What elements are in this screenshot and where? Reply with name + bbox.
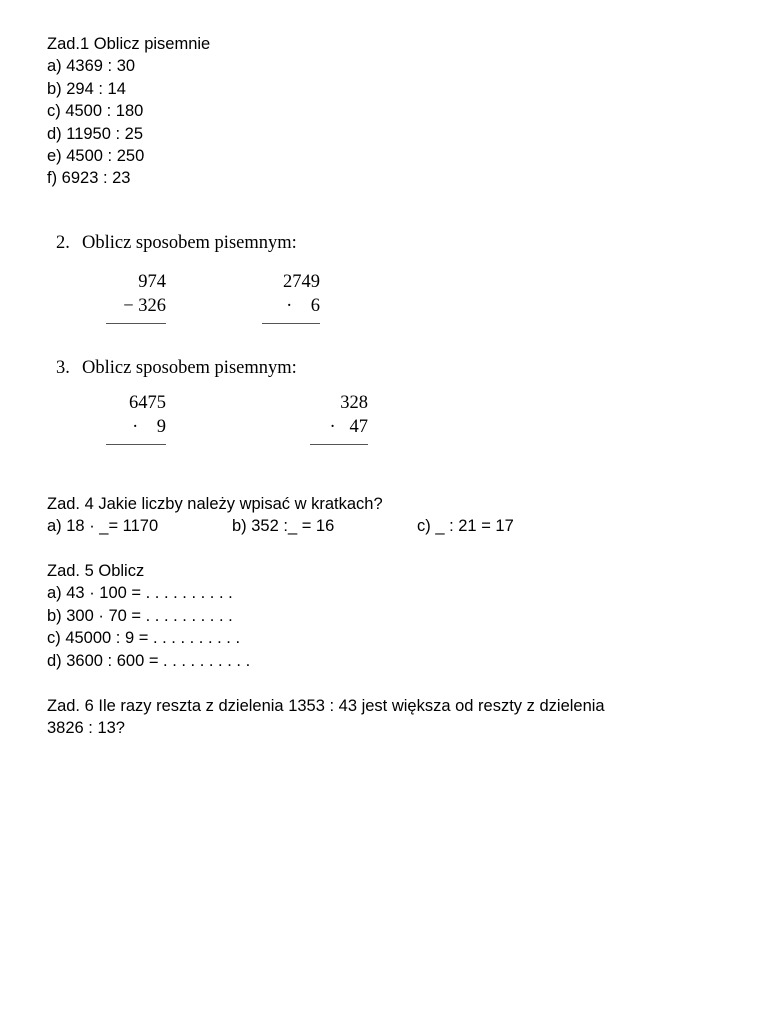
task-5 (47, 560, 250, 672)
task-5-item-a: a) 43 · 100 = . . . . . . . . . . (47, 584, 233, 603)
task-2-op2-top: 2749 (283, 272, 320, 292)
task-2-title: Oblicz sposobem pisemnym: (82, 233, 297, 253)
task-1-title: Zad.1 Oblicz pisemnie (47, 35, 211, 53)
task-2-op2-rule (262, 323, 320, 324)
task-2-op1-rule (106, 323, 166, 324)
task-1-item-a: a) 4369 : 30 (47, 57, 136, 76)
task-1-item-f: f) 6923 : 23 (47, 169, 131, 188)
task-2-heading (56, 233, 297, 254)
task-3-op2-bottom: · 47 (329, 417, 368, 437)
task-2-op2-bottom: · 6 (286, 296, 320, 316)
task-5-item-d: d) 3600 : 600 = . . . . . . . . . . (47, 651, 251, 670)
task-2-multiplication (262, 270, 320, 324)
task-6-line-2: 3826 : 13? (47, 719, 125, 738)
task-3-heading (56, 358, 297, 379)
task-1-item-c: c) 4500 : 180 (47, 102, 144, 121)
task-5-item-c: c) 45000 : 9 = . . . . . . . . . . (47, 629, 241, 648)
task-3-op2-rule (310, 444, 368, 445)
task-4 (47, 493, 514, 538)
task-2-subtraction (106, 270, 166, 324)
task-3-title: Oblicz sposobem pisemnym: (82, 358, 297, 378)
task-2-op1-top: 974 (138, 272, 166, 292)
task-2-op1-bottom: − 326 (123, 296, 166, 316)
task-2-number: 2. (56, 233, 70, 253)
task-1-item-d: d) 11950 : 25 (47, 124, 144, 143)
task-4-title: Zad. 4 Jakie liczby należy wpisać w kratkach? (47, 495, 383, 513)
task-3-op1-top: 6475 (129, 393, 166, 413)
task-6-line-1: Zad. 6 Ile razy reszta z dzielenia 1353 : 43 jest większa od reszty z dzielenia (47, 697, 605, 715)
task-1-item-e: e) 4500 : 250 (47, 147, 145, 166)
task-3-op1-bottom: · 9 (132, 417, 166, 437)
task-5-title: Zad. 5 Oblicz (47, 562, 145, 580)
task-5-item-b: b) 300 · 70 = . . . . . . . . . . (47, 606, 233, 625)
task-1 (47, 33, 210, 190)
task-4-item-a: a) 18 · _= 1170 (47, 517, 159, 536)
task-4-item-b: b) 352 :_ = 16 (232, 517, 335, 536)
task-3-multiplication-1 (106, 391, 166, 445)
task-3-multiplication-2 (310, 391, 368, 445)
task-3-op2-top: 328 (340, 393, 368, 413)
task-3-op1-rule (106, 444, 166, 445)
task-3-number: 3. (56, 358, 70, 378)
task-1-item-b: b) 294 : 14 (47, 79, 126, 98)
task-4-item-c: c) _ : 21 = 17 (417, 517, 514, 536)
task-6 (47, 695, 605, 740)
